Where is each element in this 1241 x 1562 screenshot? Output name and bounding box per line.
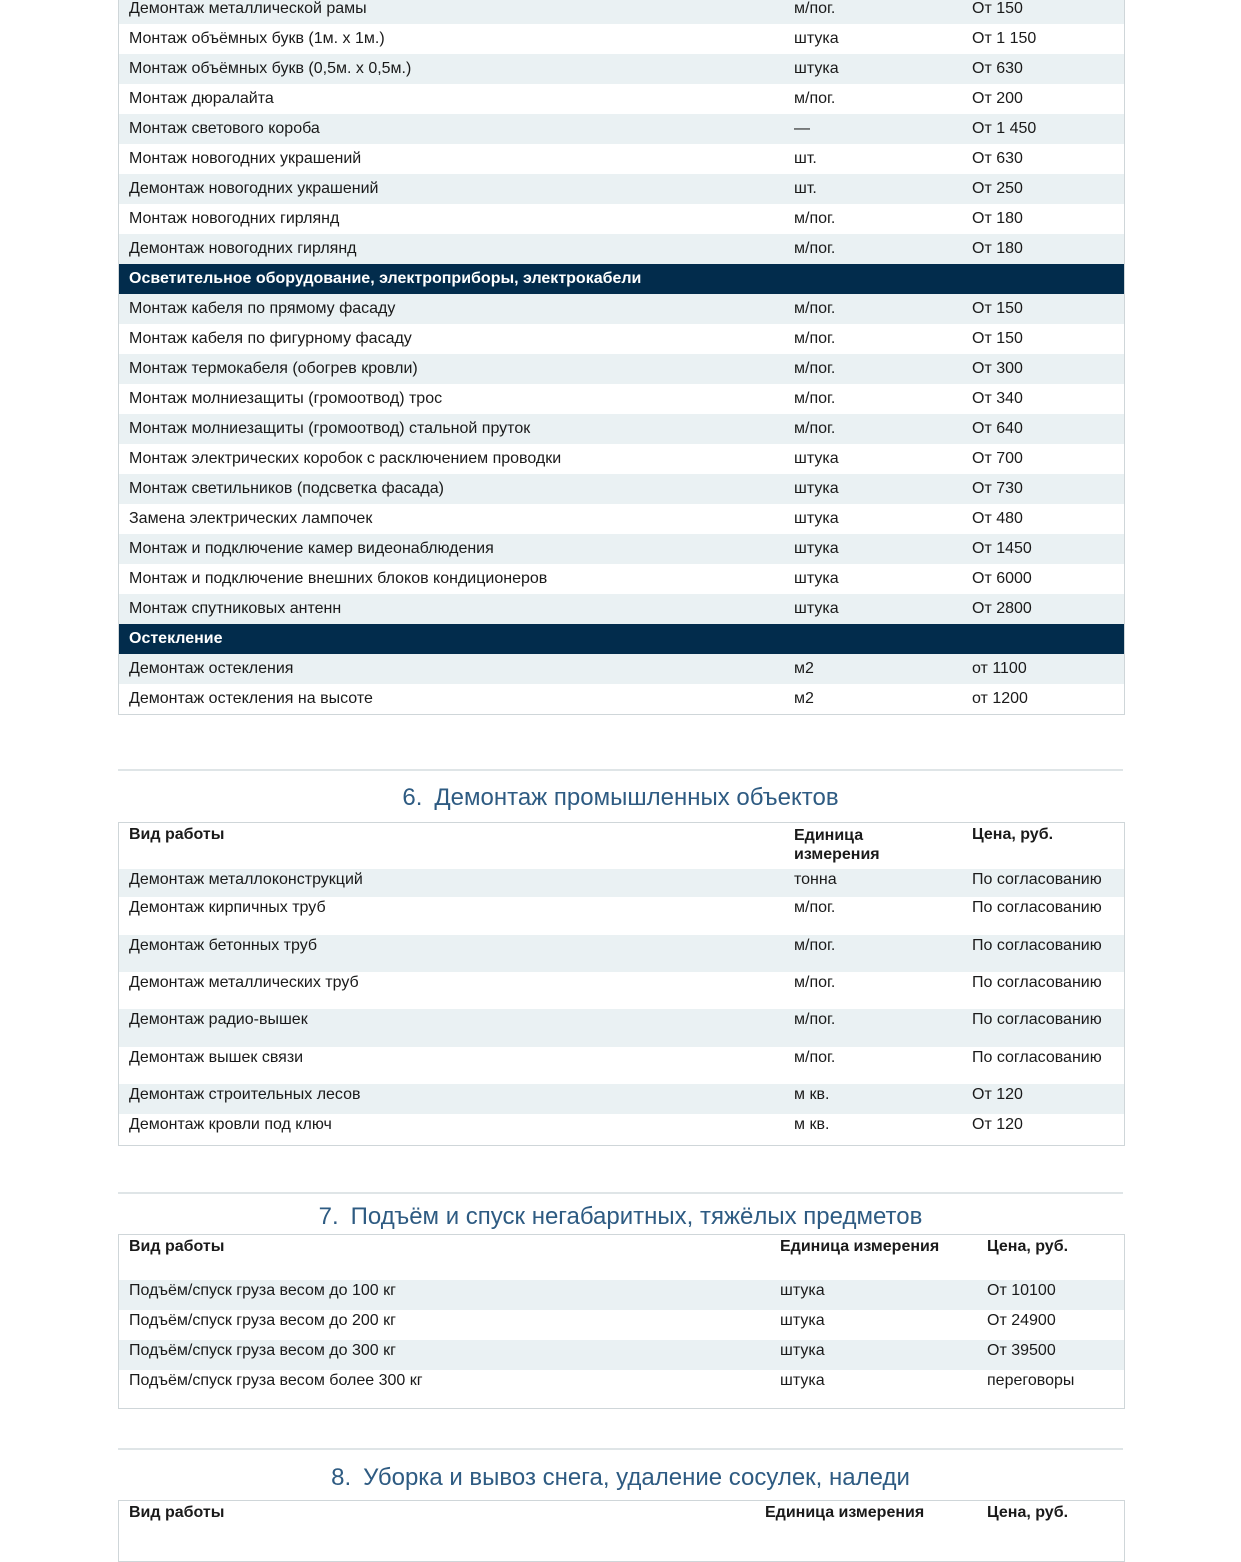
section-divider bbox=[118, 769, 1123, 771]
unit-cell: штука bbox=[780, 1282, 825, 1299]
section-divider bbox=[118, 1192, 1123, 1194]
work-cell: Демонтаж бетонных труб bbox=[129, 937, 318, 954]
unit-cell: штука bbox=[794, 60, 839, 77]
unit-cell: — bbox=[794, 120, 810, 137]
table-row bbox=[119, 897, 1124, 935]
table-row bbox=[119, 384, 1124, 414]
table-header-row bbox=[119, 1235, 1124, 1280]
table-row bbox=[119, 654, 1124, 684]
table-row bbox=[119, 0, 1124, 24]
work-cell: Демонтаж металлоконструкций bbox=[129, 871, 363, 888]
unit-cell: м/пог. bbox=[794, 90, 836, 107]
table-row bbox=[119, 324, 1124, 354]
unit-cell: штука bbox=[794, 510, 839, 527]
table-row bbox=[119, 1047, 1124, 1084]
section-title-text: Подъём и спуск негабаритных, тяжёлых предметов bbox=[350, 1203, 923, 1230]
section-title bbox=[118, 784, 1123, 812]
price-cell: От 180 bbox=[972, 240, 1023, 257]
unit-cell: м2 bbox=[794, 690, 814, 707]
work-cell: Демонтаж остекления на высоте bbox=[129, 690, 373, 707]
section-title-text: Уборка и вывоз снега, удаление сосулек, наледи bbox=[363, 1464, 910, 1491]
unit-cell: штука bbox=[780, 1342, 825, 1359]
section-title bbox=[118, 1203, 1123, 1231]
header-unit: Единица измерения bbox=[780, 1238, 940, 1255]
unit-cell: штука bbox=[794, 450, 839, 467]
unit-cell: шт. bbox=[794, 150, 817, 167]
unit-cell: м/пог. bbox=[794, 300, 836, 317]
unit-cell: м/пог. bbox=[794, 899, 836, 916]
unit-cell: м/пог. bbox=[794, 240, 836, 257]
unit-cell: шт. bbox=[794, 180, 817, 197]
unit-cell: м/пог. bbox=[794, 390, 836, 407]
price-cell: От 1 450 bbox=[972, 120, 1037, 137]
header-work: Вид работы bbox=[129, 826, 225, 843]
price-cell: От 1 150 bbox=[972, 30, 1037, 47]
table-row bbox=[119, 1084, 1124, 1114]
work-cell: Монтаж молниезащиты (громоотвод) трос bbox=[129, 390, 443, 407]
work-cell: Монтаж кабеля по прямому фасаду bbox=[129, 300, 396, 317]
price-cell: От 10100 bbox=[987, 1282, 1056, 1299]
table-row bbox=[119, 204, 1124, 234]
section-title-text: Демонтаж промышленных объектов bbox=[434, 784, 839, 811]
price-cell: От 200 bbox=[972, 90, 1023, 107]
heavy-lifting-table bbox=[118, 1234, 1125, 1409]
price-cell: От 150 bbox=[972, 0, 1023, 17]
table-row bbox=[119, 54, 1124, 84]
table-row bbox=[119, 24, 1124, 54]
table-row bbox=[119, 294, 1124, 324]
unit-cell: штука bbox=[794, 540, 839, 557]
table-row bbox=[119, 935, 1124, 972]
price-cell: От 630 bbox=[972, 60, 1023, 77]
header-unit: Единица измерения bbox=[794, 827, 880, 863]
unit-cell: м/пог. bbox=[794, 974, 836, 991]
work-cell: Подъём/спуск груза весом до 300 кг bbox=[129, 1342, 396, 1359]
table-row bbox=[119, 414, 1124, 444]
table-row bbox=[119, 114, 1124, 144]
table-row bbox=[119, 1370, 1124, 1400]
unit-cell: штука bbox=[780, 1312, 825, 1329]
section-header-row bbox=[119, 264, 1124, 294]
work-cell: Монтаж электрических коробок с расключением проводки bbox=[129, 450, 562, 467]
unit-cell: м/пог. bbox=[794, 330, 836, 347]
price-cell: От 6000 bbox=[972, 570, 1032, 587]
section-number: 6. bbox=[402, 784, 423, 811]
work-cell: Демонтаж новогодних гирлянд bbox=[129, 240, 357, 257]
price-cell: По согласованию bbox=[972, 937, 1102, 954]
section-header-row bbox=[119, 624, 1124, 654]
work-cell: Демонтаж новогодних украшений bbox=[129, 180, 379, 197]
unit-cell: м/пог. bbox=[794, 1049, 836, 1066]
table-row bbox=[119, 972, 1124, 1009]
unit-cell: м/пог. bbox=[794, 0, 836, 17]
table-row bbox=[119, 684, 1124, 714]
section-divider bbox=[118, 1448, 1123, 1450]
work-cell: Монтаж новогодних гирлянд bbox=[129, 210, 340, 227]
price-cell: От 700 bbox=[972, 450, 1023, 467]
unit-cell: м/пог. bbox=[794, 210, 836, 227]
price-cell: От 630 bbox=[972, 150, 1023, 167]
table-row bbox=[119, 1340, 1124, 1370]
unit-cell: штука bbox=[780, 1372, 825, 1389]
price-cell: От 250 bbox=[972, 180, 1023, 197]
snow-removal-table bbox=[118, 1500, 1125, 1562]
section-number: 8. bbox=[331, 1464, 352, 1491]
table-row bbox=[119, 84, 1124, 114]
price-cell: По согласованию bbox=[972, 974, 1102, 991]
price-cell: От 150 bbox=[972, 330, 1023, 347]
work-cell: Подъём/спуск груза весом до 200 кг bbox=[129, 1312, 396, 1329]
header-work: Вид работы bbox=[129, 1504, 225, 1521]
work-cell: Демонтаж остекления bbox=[129, 660, 294, 677]
unit-cell: м кв. bbox=[794, 1116, 830, 1133]
work-cell: Замена электрических лампочек bbox=[129, 510, 373, 527]
work-cell: Демонтаж радио-вышек bbox=[129, 1011, 308, 1028]
price-cell: От 24900 bbox=[987, 1312, 1056, 1329]
table-row bbox=[119, 534, 1124, 564]
section-title bbox=[118, 1464, 1123, 1492]
price-cell: От 1450 bbox=[972, 540, 1032, 557]
work-cell: Монтаж объёмных букв (1м. х 1м.) bbox=[129, 30, 385, 47]
work-cell: Монтаж новогодних украшений bbox=[129, 150, 362, 167]
header-unit: Единица измерения bbox=[765, 1504, 925, 1521]
work-cell: Монтаж светового короба bbox=[129, 120, 320, 137]
work-cell: Демонтаж строительных лесов bbox=[129, 1086, 361, 1103]
price-cell: По согласованию bbox=[972, 1011, 1102, 1028]
table-bottom-padding bbox=[119, 1400, 1124, 1408]
unit-cell: м/пог. bbox=[794, 420, 836, 437]
work-cell: Монтаж кабеля по фигурному фасаду bbox=[129, 330, 412, 347]
price-cell: От 2800 bbox=[972, 600, 1032, 617]
price-cell: От 340 bbox=[972, 390, 1023, 407]
table-header-row bbox=[119, 823, 1124, 869]
table-row bbox=[119, 1310, 1124, 1340]
price-cell: От 640 bbox=[972, 420, 1023, 437]
price-cell: От 480 bbox=[972, 510, 1023, 527]
price-cell: От 120 bbox=[972, 1116, 1023, 1133]
unit-cell: тонна bbox=[794, 871, 837, 888]
price-cell: По согласованию bbox=[972, 899, 1102, 916]
work-cell: Монтаж объёмных букв (0,5м. х 0,5м.) bbox=[129, 60, 412, 77]
table-row bbox=[119, 869, 1124, 897]
unit-cell: штука bbox=[794, 480, 839, 497]
table-row bbox=[119, 594, 1124, 624]
work-cell: Монтаж и подключение камер видеонаблюдения bbox=[129, 540, 494, 557]
work-cell: Монтаж термокабеля (обогрев кровли) bbox=[129, 360, 418, 377]
header-price: Цена, руб. bbox=[987, 1238, 1069, 1255]
price-cell: от 1200 bbox=[972, 690, 1028, 707]
header-price: Цена, руб. bbox=[972, 826, 1054, 843]
price-cell: От 120 bbox=[972, 1086, 1023, 1103]
work-cell: Монтаж светильников (подсветка фасада) bbox=[129, 480, 444, 497]
work-cell: Демонтаж вышек связи bbox=[129, 1049, 304, 1066]
work-cell: Демонтаж металлической рамы bbox=[129, 0, 367, 17]
work-cell: Осветительное оборудование, электроприборы, электрокабели bbox=[129, 270, 642, 287]
table-row bbox=[119, 1009, 1124, 1047]
price-cell: От 180 bbox=[972, 210, 1023, 227]
unit-cell: м/пог. bbox=[794, 1011, 836, 1028]
unit-cell: штука bbox=[794, 600, 839, 617]
work-cell: Монтаж и подключение внешних блоков кондиционеров bbox=[129, 570, 548, 587]
industrial-dismantling-table bbox=[118, 822, 1125, 1146]
table-row bbox=[119, 474, 1124, 504]
price-cell: По согласованию bbox=[972, 1049, 1102, 1066]
table-row bbox=[119, 444, 1124, 474]
table-row bbox=[119, 1114, 1124, 1145]
table-row bbox=[119, 234, 1124, 264]
header-price: Цена, руб. bbox=[987, 1504, 1069, 1521]
work-cell: Демонтаж кровли под ключ bbox=[129, 1116, 332, 1133]
table-row bbox=[119, 354, 1124, 384]
unit-cell: м кв. bbox=[794, 1086, 830, 1103]
price-cell: От 300 bbox=[972, 360, 1023, 377]
table-header-row bbox=[119, 1501, 1124, 1534]
price-cell: По согласованию bbox=[972, 871, 1102, 888]
price-cell: От 150 bbox=[972, 300, 1023, 317]
work-cell: Монтаж дюралайта bbox=[129, 90, 274, 107]
unit-cell: м/пог. bbox=[794, 937, 836, 954]
work-cell: Демонтаж кирпичных труб bbox=[129, 899, 326, 916]
section-number: 7. bbox=[318, 1203, 339, 1230]
table-row bbox=[119, 504, 1124, 534]
header-work: Вид работы bbox=[129, 1238, 225, 1255]
work-cell: Монтаж молниезащиты (громоотвод) стальной пруток bbox=[129, 420, 531, 437]
work-cell: Остекление bbox=[129, 630, 223, 647]
work-cell: Подъём/спуск груза весом более 300 кг bbox=[129, 1372, 423, 1389]
unit-cell: штука bbox=[794, 30, 839, 47]
table-row bbox=[119, 564, 1124, 594]
unit-cell: м2 bbox=[794, 660, 814, 677]
work-cell: Демонтаж металлических труб bbox=[129, 974, 359, 991]
price-cell: От 730 bbox=[972, 480, 1023, 497]
table-row bbox=[119, 1280, 1124, 1310]
price-cell: от 1100 bbox=[972, 660, 1027, 677]
price-cell: От 39500 bbox=[987, 1342, 1056, 1359]
work-cell: Монтаж спутниковых антенн bbox=[129, 600, 342, 617]
price-cell: переговоры bbox=[987, 1372, 1075, 1389]
price-table-continued bbox=[118, 0, 1125, 715]
work-cell: Подъём/спуск груза весом до 100 кг bbox=[129, 1282, 396, 1299]
unit-cell: штука bbox=[794, 570, 839, 587]
table-row bbox=[119, 174, 1124, 204]
unit-cell: м/пог. bbox=[794, 360, 836, 377]
table-row bbox=[119, 144, 1124, 174]
